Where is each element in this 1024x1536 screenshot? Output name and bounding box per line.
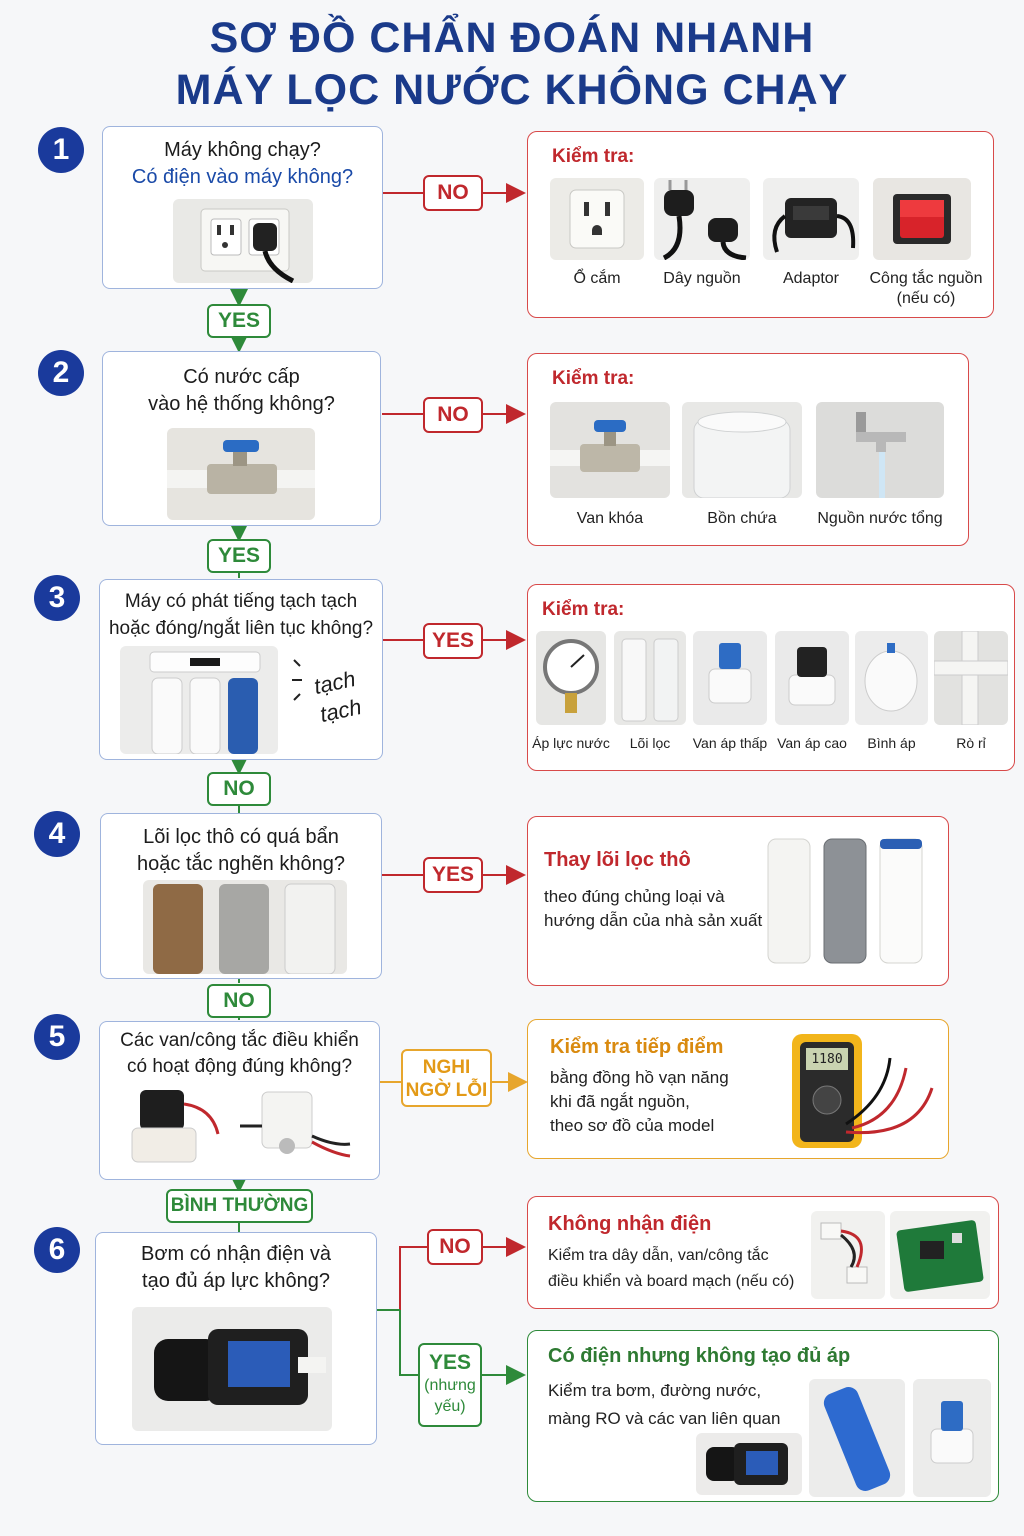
branch-label-yes: YES [423, 857, 483, 893]
check-box-2 [527, 353, 969, 546]
action-box-4 [527, 816, 949, 986]
check-item-label: Bồn chứa [707, 510, 777, 527]
question-text: hoặc đóng/ngắt liên tục không? [108, 618, 374, 639]
branch-label-no: NO [207, 984, 271, 1018]
wall-outlet-icon [173, 199, 313, 283]
action-description [548, 1243, 818, 1295]
question-text: Bơm có nhận điện và [141, 1243, 331, 1265]
booster-pump-icon [132, 1307, 332, 1431]
shutoff-valve-icon [550, 402, 670, 498]
check-item-label: Van áp cao [777, 735, 847, 751]
question-text: Lõi lọc thô có quá bẩn [143, 826, 339, 848]
low-pressure-valve-icon [693, 631, 767, 725]
branch-label-line: yếu) [434, 1398, 466, 1415]
check-box-3 [527, 584, 1015, 771]
question-box-5 [99, 1021, 380, 1180]
check-item-label: Lõi lọc [629, 735, 671, 751]
wire-connector-icon [811, 1211, 885, 1299]
meter-reading: 1180 [811, 1052, 843, 1067]
question-subtext: Có điện vào máy không? [131, 166, 354, 188]
action-text: khi đã ngắt nguồn, [550, 1092, 690, 1111]
check-item-label: Van áp thấp [692, 735, 768, 751]
check-item-label: Van khóa [576, 510, 644, 527]
step-number: 4 [34, 811, 80, 857]
ro-machine-icon [120, 646, 278, 754]
circuit-board-icon [890, 1211, 990, 1299]
branch-label-yes: YES [423, 623, 483, 659]
action-description [544, 885, 774, 933]
main-water-tap-icon [816, 402, 944, 498]
step-number: 2 [38, 350, 84, 396]
question-box-3 [99, 579, 383, 760]
valve-fitting-icon [913, 1379, 991, 1497]
question-text: vào hệ thống không? [148, 393, 335, 415]
check-item-label: Adaptor [782, 270, 840, 287]
multimeter-icon [786, 1028, 942, 1154]
adaptor-icon [763, 178, 859, 260]
question-text: Máy có phát tiếng tạch tạch [124, 591, 358, 612]
sound-text: tạch [317, 693, 364, 728]
branch-label-line: NGỜ LỖI [405, 1080, 488, 1101]
check-heading: Kiểm tra: [552, 368, 635, 389]
dirty-filters-icon [143, 880, 347, 974]
power-switch-icon [873, 178, 971, 260]
check-item-label: Bình áp [867, 735, 916, 751]
action-text: Kiểm tra bơm, đường nước, [548, 1381, 762, 1400]
branch-label-line: (nhưng [424, 1377, 476, 1394]
branch-label-no: NO [427, 1229, 483, 1265]
question-text: tạo đủ áp lực không? [142, 1270, 330, 1292]
check-item-label: Áp lực nước [532, 735, 610, 751]
branch-label-normal: BÌNH THƯỜNG [166, 1189, 313, 1223]
action-heading: Có điện nhưng không tạo đủ áp [548, 1345, 851, 1367]
check-item-label-note: (nếu có) [896, 290, 956, 307]
solenoid-valve-icon [122, 1084, 222, 1174]
action-box-6-yes [527, 1330, 999, 1502]
action-box-6-no [527, 1196, 999, 1309]
pressure-tank-icon [855, 631, 928, 725]
check-item-label: Dây nguồn [663, 270, 741, 287]
action-text: theo sơ đồ của model [550, 1116, 715, 1135]
action-box-5 [527, 1019, 949, 1159]
socket-icon [550, 178, 644, 260]
branch-label-suspect [401, 1049, 492, 1107]
action-text: điều khiển và board mạch (nếu có) [548, 1273, 795, 1290]
action-text: theo đúng chủng loại và [544, 887, 725, 906]
question-text: hoặc tắc nghẽn không? [137, 853, 345, 875]
sound-text: tạch [311, 665, 358, 700]
question-box-2 [102, 351, 381, 526]
check-item-label: Rò rỉ [956, 735, 986, 751]
title-line-1: SƠ ĐỒ CHẨN ĐOÁN NHANH [209, 14, 815, 62]
action-text: hướng dẫn của nhà sản xuất [544, 911, 763, 930]
pressure-switch-icon [234, 1086, 354, 1172]
action-text: màng RO và các van liên quan [548, 1409, 781, 1428]
branch-label-yes: YES [207, 539, 271, 573]
check-item-label: Nguồn nước tổng [817, 510, 943, 527]
step-number: 5 [34, 1014, 80, 1060]
filter-cartridge-icon [614, 631, 686, 725]
action-text: bằng đồng hồ vạn năng [550, 1068, 729, 1087]
title-line-2: MÁY LỌC NƯỚC KHÔNG CHẠY [175, 66, 849, 114]
branch-label-line: NGHI [422, 1057, 471, 1078]
action-heading: Thay lõi lọc thô [544, 849, 691, 871]
question-box-1 [102, 126, 383, 289]
action-heading: Không nhận điện [548, 1213, 712, 1235]
clicking-sound-icon [290, 654, 370, 744]
branch-label-no: NO [423, 397, 483, 433]
question-text: Máy không chạy? [164, 139, 321, 161]
branch-label-no: NO [423, 175, 483, 211]
check-heading: Kiểm tra: [542, 599, 625, 620]
high-pressure-valve-icon [775, 631, 849, 725]
question-box-4 [100, 813, 382, 979]
check-item-label: Ổ cắm [573, 270, 621, 287]
question-text: có hoạt động đúng không? [126, 1056, 353, 1077]
branch-label-yes-weak [418, 1343, 482, 1427]
power-cord-icon [654, 178, 750, 260]
action-description [550, 1066, 770, 1138]
question-text: Các van/công tắc điều khiển [120, 1030, 359, 1051]
step-number: 1 [38, 127, 84, 173]
ro-membrane-icon [809, 1379, 905, 1497]
question-box-6 [95, 1232, 377, 1445]
water-tank-icon [682, 402, 802, 498]
branch-label-no: NO [207, 772, 271, 806]
pump-icon [696, 1433, 802, 1495]
branch-label-line: YES [428, 1351, 472, 1374]
action-description [548, 1377, 818, 1433]
check-heading: Kiểm tra: [552, 146, 635, 167]
action-heading: Kiểm tra tiếp điểm [550, 1036, 724, 1058]
branch-label-yes: YES [207, 304, 271, 338]
new-filter-cartridges-icon [760, 833, 936, 973]
step-number: 6 [34, 1227, 80, 1273]
check-item-label: Công tắc nguồn [869, 270, 983, 287]
pressure-gauge-icon [536, 631, 606, 725]
leak-pipe-icon [934, 631, 1008, 725]
check-box-1 [527, 131, 994, 318]
valve-icon [167, 428, 315, 520]
step-number: 3 [34, 575, 80, 621]
question-text: Có nước cấp [183, 366, 300, 388]
action-text: Kiểm tra dây dẫn, van/công tắc [548, 1247, 769, 1264]
